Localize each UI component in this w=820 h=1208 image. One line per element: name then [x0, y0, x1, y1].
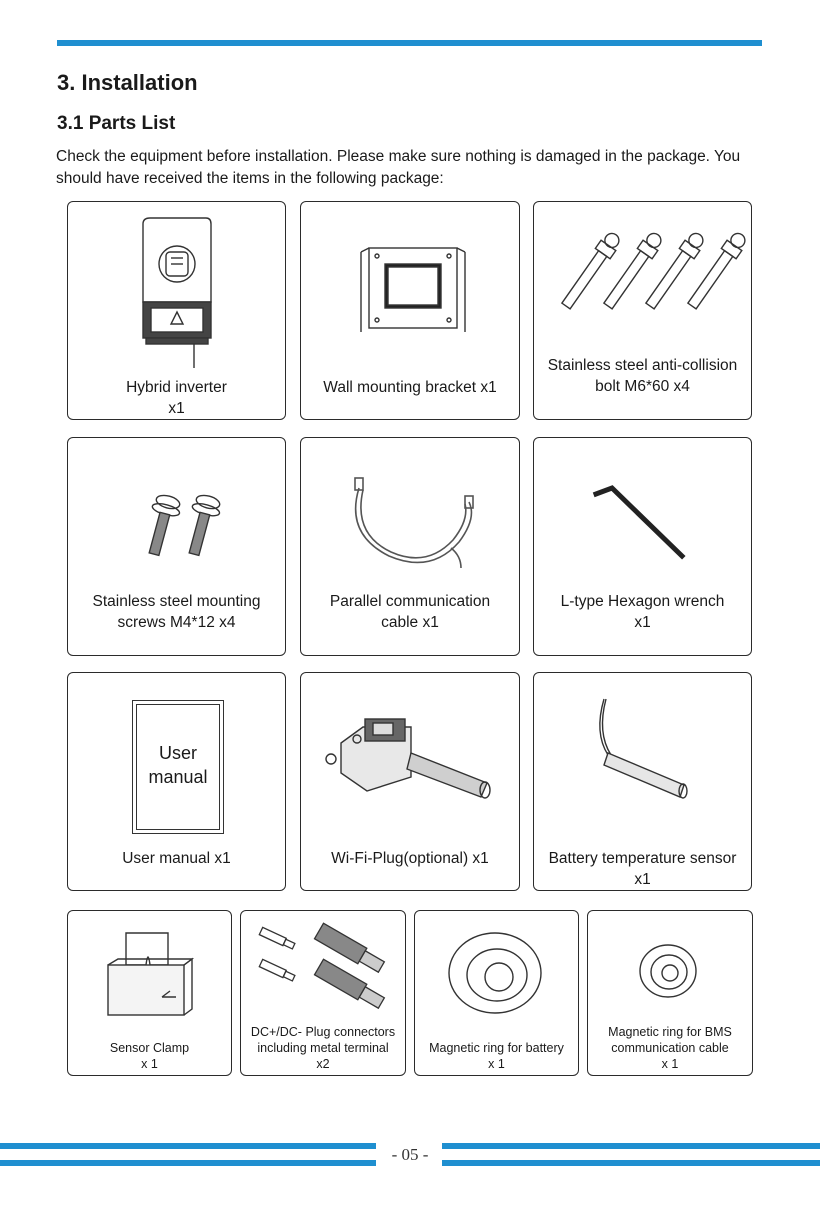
part-card-wifi-plug: [300, 672, 520, 891]
part-card-sensor-clamp: [67, 910, 232, 1076]
part-caption: Wi-Fi-Plug(optional) x1: [331, 850, 489, 867]
footer-rule-left-bottom: [0, 1160, 376, 1166]
part-card-dc-plug-connectors: [240, 910, 406, 1076]
intro-paragraph: Check the equipment before installation. Please make sure nothing is damaged in the package. You should have received the items in the following package:: [56, 148, 741, 187]
part-card-magnetic-ring-battery: [414, 910, 579, 1076]
user-manual-image: [132, 700, 224, 834]
part-card-user-manual: [67, 672, 286, 891]
part-card-hybrid-inverter: [67, 201, 286, 420]
part-caption: Magnetic ring for battery x 1: [429, 1041, 564, 1071]
part-caption: Sensor Clamp x 1: [109, 1041, 190, 1071]
footer-rule-left-top: [0, 1143, 376, 1149]
manual-cover-text: manual: [148, 767, 208, 787]
part-caption: Hybrid inverter x1: [126, 379, 227, 417]
part-caption: User manual x1: [122, 850, 231, 867]
subsection-heading: 3.1 Parts List: [57, 113, 176, 134]
part-caption: DC+/DC- Plug connectors including metal terminal x2: [250, 1025, 396, 1071]
manual-cover-text: User: [158, 743, 197, 763]
part-caption: Stainless steel anti-collision bolt M6*60 x4: [547, 357, 738, 395]
footer-rule-right-top: [442, 1143, 820, 1149]
part-card-anti-collision-bolt: [533, 201, 752, 420]
page-number: - 05 -: [391, 1145, 429, 1164]
part-card-parallel-cable: [300, 437, 520, 656]
part-caption: Battery temperature sensor x1: [548, 850, 737, 888]
part-card-magnetic-ring-bms: [587, 910, 753, 1076]
part-caption: Parallel communication cable x1: [329, 593, 491, 631]
part-caption: Stainless steel mounting screws M4*12 x4: [92, 593, 261, 631]
part-card-wall-bracket: [300, 201, 520, 420]
section-heading: 3. Installation: [57, 70, 198, 95]
part-caption: Magnetic ring for BMS communication cable x 1: [608, 1025, 732, 1071]
header-rule: [57, 40, 762, 46]
part-card-hexagon-wrench: [533, 437, 752, 656]
part-caption: L-type Hexagon wrench x1: [560, 593, 725, 631]
footer-rule-right-bottom: [442, 1160, 820, 1166]
part-caption: Wall mounting bracket x1: [323, 379, 497, 396]
part-card-mounting-screws: [67, 437, 286, 656]
part-card-temperature-sensor: [533, 672, 752, 891]
